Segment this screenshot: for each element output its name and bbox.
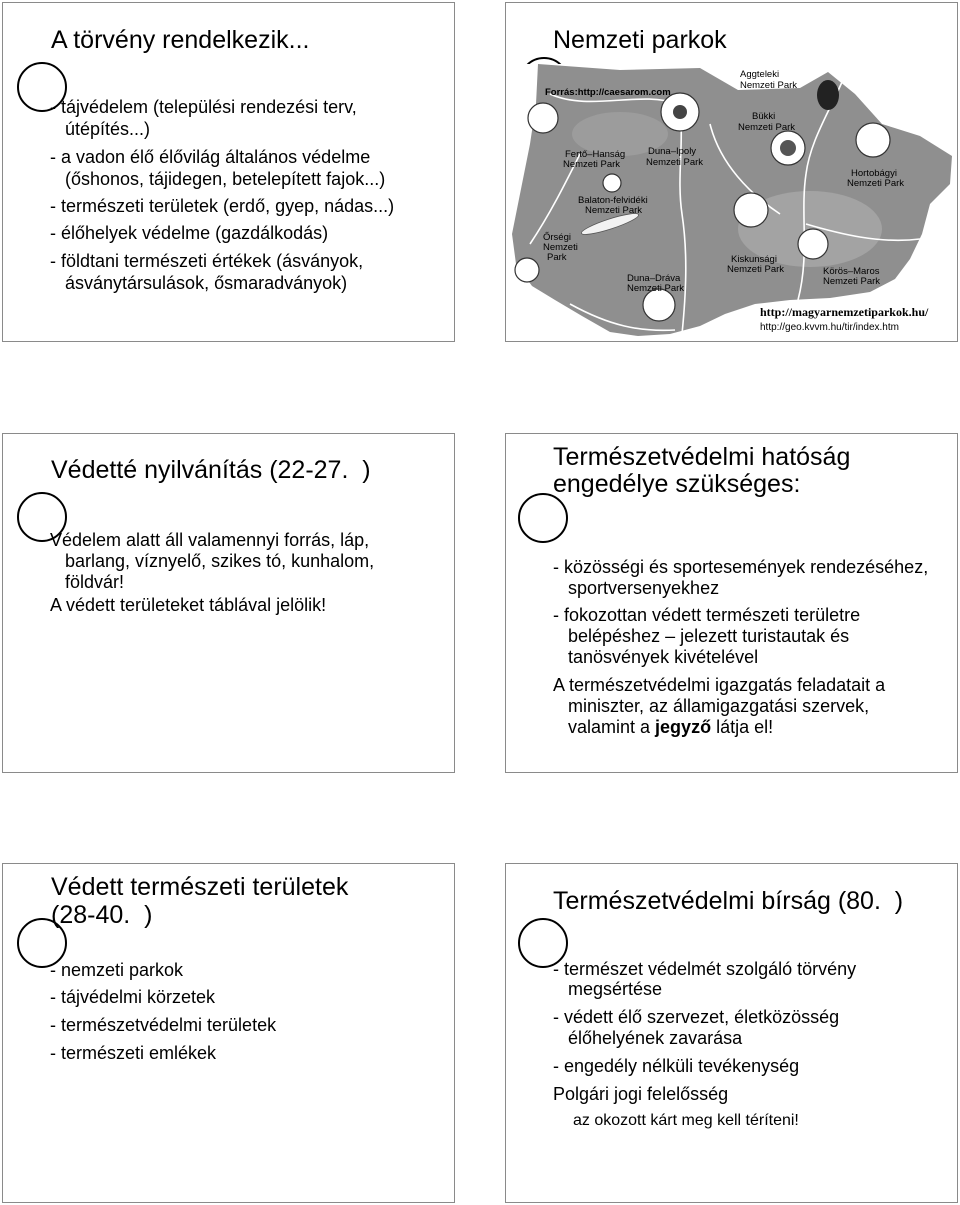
slide-nemzeti-parkok [505, 2, 958, 342]
park-logo-mark [780, 140, 796, 156]
park-logo-bird [817, 80, 839, 110]
park-logo [528, 103, 558, 133]
paragraph-text: Polgári jogi felelősség [553, 1084, 729, 1104]
park-label-balaton-felvideki: Balaton-felvidéki [578, 195, 648, 206]
slide-title-line2: (28-40. ) [51, 901, 153, 929]
paragraph-continuation: földvár! [65, 572, 125, 592]
park-label-kiskunsagi-suffix: Nemzeti Park [727, 264, 785, 275]
paragraph-text: A természetvédelmi igazgatás feladatait a [553, 675, 886, 695]
park-logo [856, 123, 890, 157]
map-source-label: Forrás:http://caesarom.com [545, 87, 671, 98]
bullet-continuation: élőhelyének zavarása [568, 1028, 743, 1048]
park-logo [603, 174, 621, 192]
park-label-orsegi: Őrségi [543, 232, 571, 243]
bullet-continuation: megsértése [568, 979, 663, 999]
park-label-duna-ipoly: Duna–Ipoly [648, 146, 697, 157]
park-label-bukki: Bükki [752, 111, 776, 122]
slide-title: Természetvédelmi hatóság [553, 443, 851, 471]
bullet-text: - természet védelmét szolgáló törvény [553, 959, 857, 979]
text-segment: látja el! [711, 717, 774, 737]
park-label-duna-ipoly-suffix: Nemzeti Park [646, 157, 704, 168]
paragraph-continuation: barlang, víznyelő, szikes tó, kunhalom, [65, 551, 375, 571]
park-logo [734, 193, 768, 227]
park-label-koros-maros: Körös–Maros [823, 266, 880, 277]
slide-placeholder-circle [518, 493, 568, 543]
bullet-continuation: ásványtársulások, ősmaradványok) [65, 273, 348, 293]
park-label-kiskunsagi: Kiskunsági [731, 254, 777, 265]
park-logo [798, 229, 828, 259]
bullet-text: - természeti emlékek [50, 1043, 217, 1063]
map-url-magyarnemzetiparkok: http://magyarnemzetiparkok.hu/ [760, 305, 929, 319]
slide-title: Nemzeti parkok [553, 26, 727, 54]
bullet-continuation: tanösvények kivételével [568, 647, 759, 667]
park-label-duna-drava: Duna–Dráva [627, 273, 681, 284]
bullet-text: - természeti területek (erdő, gyep, nádas...) [50, 196, 395, 216]
map-url-geo-kvvm: http://geo.kvvm.hu/tir/index.htm [760, 322, 899, 333]
paragraph-text: A védett területeket táblával jelölik! [50, 595, 327, 615]
park-label-hortobagyi: Hortobágyi [851, 168, 897, 179]
bullet-continuation: sportversenyekhez [568, 578, 720, 598]
park-label-hortobagyi-suffix: Nemzeti Park [847, 178, 905, 189]
slide-termeszetvedelmi-birsag [505, 863, 958, 1203]
park-logo [515, 258, 539, 282]
bullet-text: - élőhelyek védelme (gazdálkodás) [50, 223, 329, 243]
sub-note: az okozott kárt meg kell téríteni! [573, 1112, 799, 1129]
bullet-text: - nemzeti parkok [50, 960, 184, 980]
paragraph-continuation [568, 716, 773, 738]
text-segment: valamint a [568, 717, 656, 737]
park-label-koros-maros-suffix: Nemzeti Park [823, 276, 881, 287]
slide-vedette-nyilvanitas [2, 433, 455, 773]
park-label-orsegi-line2: Nemzeti [543, 242, 578, 253]
park-label-bukki-suffix: Nemzeti Park [738, 122, 796, 133]
emphasis-jegyzo: jegyző [655, 717, 712, 737]
park-label-aggteleki: Aggteleki [740, 69, 780, 80]
national-parks-map [510, 64, 955, 338]
paragraph-continuation: miniszter, az államigazgatási szervek, [568, 696, 870, 716]
park-label-ferto-hansag: Fertő–Hanság [565, 149, 626, 160]
bullet-continuation: útépítés...) [65, 119, 151, 139]
bullet-text: - védett élő szervezet, életközösség [553, 1007, 840, 1027]
slide-title-line2: engedélye szükséges: [553, 470, 801, 498]
slide-title: A törvény rendelkezik... [51, 26, 310, 54]
bullet-text: - fokozottan védett természeti területre [553, 605, 861, 625]
bullet-text: - tájvédelmi körzetek [50, 987, 216, 1007]
slide-title: Védett természeti területek [51, 873, 349, 901]
bullet-text: - közösségi és sportesemények rendezéséhez, [553, 557, 929, 577]
park-label-balaton-felvideki-suffix: Nemzeti Park [585, 205, 643, 216]
park-logo-mark [673, 105, 687, 119]
park-label-aggteleki-suffix: Nemzeti Park [740, 80, 798, 91]
park-label-duna-drava-suffix: Nemzeti Park [627, 283, 685, 294]
slide-title: Védetté nyilvánítás (22-27. ) [51, 456, 371, 484]
bullet-continuation: belépéshez – jelezett turistautak és [568, 626, 850, 646]
park-label-orsegi-line3: Park [547, 252, 567, 263]
paragraph-text: Védelem alatt áll valamennyi forrás, láp, [50, 530, 370, 550]
bullet-text: - természetvédelmi területek [50, 1015, 277, 1035]
bullet-continuation: (őshonos, tájidegen, betelepített fajok...) [65, 169, 386, 189]
slide-torveny-rendelkezik [2, 2, 455, 342]
slide-vedett-termeszeti-teruletek [2, 863, 455, 1203]
bullet-text: - engedély nélküli tevékenység [553, 1056, 800, 1076]
bullet-text: - a vadon élő élővilág általános védelme [50, 147, 371, 167]
bullet-text: - tájvédelem (települési rendezési terv, [50, 97, 357, 117]
bullet-text: - földtani természeti értékek (ásványok, [50, 251, 364, 271]
slide-termeszetvedelmi-hatosag [505, 433, 958, 773]
slide-title: Természetvédelmi bírság (80. ) [553, 887, 904, 915]
park-label-ferto-hansag-suffix: Nemzeti Park [563, 159, 621, 170]
